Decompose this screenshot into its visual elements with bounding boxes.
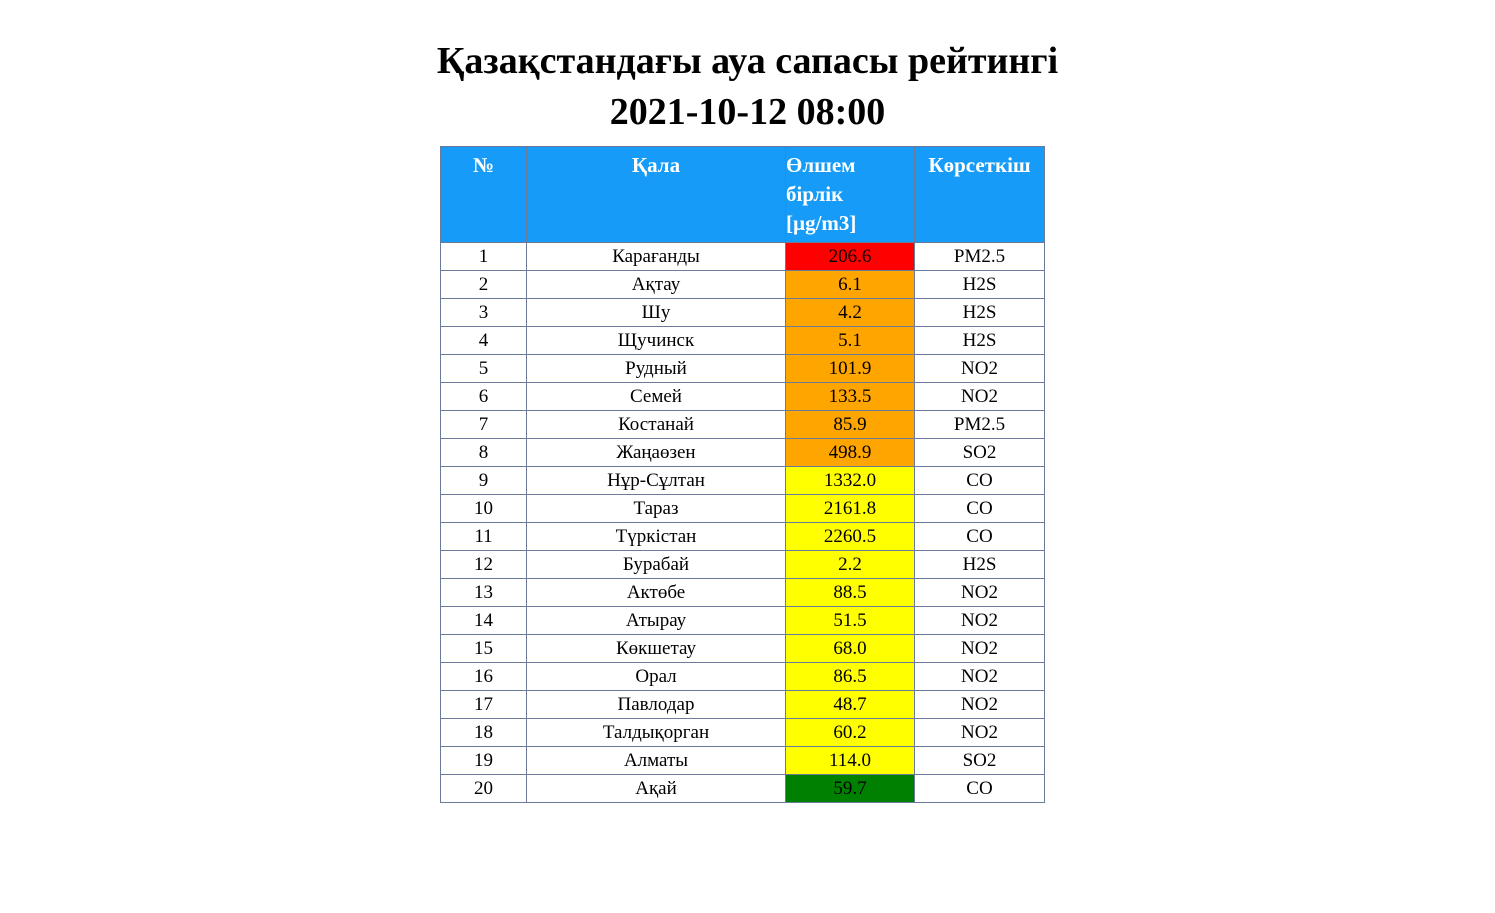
cell-value: 59.7 xyxy=(786,775,915,803)
cell-value: 206.6 xyxy=(786,243,915,271)
cell-indicator: NO2 xyxy=(915,691,1045,719)
cell-indicator: NO2 xyxy=(915,719,1045,747)
cell-num: 9 xyxy=(441,467,527,495)
page-datetime: 2021-10-12 08:00 xyxy=(609,91,886,133)
cell-num: 16 xyxy=(441,663,527,691)
table-row xyxy=(441,467,1045,495)
cell-indicator: H2S xyxy=(915,327,1045,355)
cell-indicator: H2S xyxy=(915,551,1045,579)
cell-indicator: H2S xyxy=(915,271,1045,299)
cell-city: Рудный xyxy=(527,355,786,383)
table-row xyxy=(441,383,1045,411)
cell-indicator: NO2 xyxy=(915,635,1045,663)
cell-city: Атырау xyxy=(527,607,786,635)
cell-value: 2.2 xyxy=(786,551,915,579)
cell-value: 68.0 xyxy=(786,635,915,663)
cell-value: 4.2 xyxy=(786,299,915,327)
cell-city: Семей xyxy=(527,383,786,411)
table-row xyxy=(441,271,1045,299)
header-num: № xyxy=(441,147,527,243)
cell-indicator: CO xyxy=(915,495,1045,523)
cell-num: 5 xyxy=(441,355,527,383)
cell-indicator: H2S xyxy=(915,299,1045,327)
cell-value: 114.0 xyxy=(786,747,915,775)
cell-value: 133.5 xyxy=(786,383,915,411)
cell-city: Ақтау xyxy=(527,271,786,299)
cell-indicator: NO2 xyxy=(915,383,1045,411)
table-header xyxy=(441,147,1045,243)
table-row xyxy=(441,551,1045,579)
table-row xyxy=(441,719,1045,747)
cell-value: 88.5 xyxy=(786,579,915,607)
cell-city: Щучинск xyxy=(527,327,786,355)
cell-num: 11 xyxy=(441,523,527,551)
page-header xyxy=(0,36,1495,138)
cell-indicator: NO2 xyxy=(915,355,1045,383)
table-row xyxy=(441,635,1045,663)
table-row xyxy=(441,299,1045,327)
cell-num: 12 xyxy=(441,551,527,579)
table-row xyxy=(441,355,1045,383)
cell-num: 2 xyxy=(441,271,527,299)
table-row xyxy=(441,411,1045,439)
table-row xyxy=(441,523,1045,551)
cell-value: 51.5 xyxy=(786,607,915,635)
cell-num: 19 xyxy=(441,747,527,775)
cell-num: 4 xyxy=(441,327,527,355)
page-title: Қазақстандағы ауа сапасы рейтингі xyxy=(436,40,1059,82)
cell-city: Костанай xyxy=(527,411,786,439)
table-row xyxy=(441,663,1045,691)
cell-city: Шу xyxy=(527,299,786,327)
cell-value: 101.9 xyxy=(786,355,915,383)
cell-num: 20 xyxy=(441,775,527,803)
cell-city: Тараз xyxy=(527,495,786,523)
cell-value: 6.1 xyxy=(786,271,915,299)
cell-num: 13 xyxy=(441,579,527,607)
cell-city: Талдықорган xyxy=(527,719,786,747)
cell-value: 1332.0 xyxy=(786,467,915,495)
cell-city: Карағанды xyxy=(527,243,786,271)
cell-num: 17 xyxy=(441,691,527,719)
cell-city: Алматы xyxy=(527,747,786,775)
cell-value: 60.2 xyxy=(786,719,915,747)
cell-city: Павлодар xyxy=(527,691,786,719)
cell-indicator: SO2 xyxy=(915,439,1045,467)
cell-num: 3 xyxy=(441,299,527,327)
cell-num: 15 xyxy=(441,635,527,663)
cell-city: Орал xyxy=(527,663,786,691)
cell-value: 48.7 xyxy=(786,691,915,719)
header-row xyxy=(441,147,1045,243)
header-indicator: Көрсеткіш xyxy=(915,147,1045,243)
table-row xyxy=(441,579,1045,607)
cell-num: 1 xyxy=(441,243,527,271)
cell-city: Жаңаөзен xyxy=(527,439,786,467)
header-unit-line1: Өлшем xyxy=(786,153,856,177)
cell-num: 6 xyxy=(441,383,527,411)
cell-num: 14 xyxy=(441,607,527,635)
cell-num: 7 xyxy=(441,411,527,439)
cell-city: Актөбе xyxy=(527,579,786,607)
cell-city: Бурабай xyxy=(527,551,786,579)
table-row xyxy=(441,607,1045,635)
header-unit-line2: бірлік xyxy=(786,182,844,206)
cell-num: 10 xyxy=(441,495,527,523)
cell-num: 8 xyxy=(441,439,527,467)
cell-city: Көкшетау xyxy=(527,635,786,663)
cell-city: Нұр-Сұлтан xyxy=(527,467,786,495)
cell-indicator: CO xyxy=(915,467,1045,495)
cell-value: 85.9 xyxy=(786,411,915,439)
table-row xyxy=(441,327,1045,355)
cell-indicator: CO xyxy=(915,523,1045,551)
cell-indicator: NO2 xyxy=(915,579,1045,607)
table-row xyxy=(441,747,1045,775)
cell-indicator: PM2.5 xyxy=(915,411,1045,439)
table-row xyxy=(441,691,1045,719)
header-unit xyxy=(786,147,915,243)
cell-indicator: NO2 xyxy=(915,607,1045,635)
header-unit-line3: [µg/m3] xyxy=(786,211,857,235)
cell-indicator: NO2 xyxy=(915,663,1045,691)
table-body xyxy=(441,243,1045,803)
cell-city: Ақай xyxy=(527,775,786,803)
cell-value: 5.1 xyxy=(786,327,915,355)
table-row xyxy=(441,439,1045,467)
cell-indicator: CO xyxy=(915,775,1045,803)
table-row xyxy=(441,495,1045,523)
cell-value: 2260.5 xyxy=(786,523,915,551)
cell-indicator: PM2.5 xyxy=(915,243,1045,271)
cell-value: 498.9 xyxy=(786,439,915,467)
table-row xyxy=(441,243,1045,271)
cell-value: 86.5 xyxy=(786,663,915,691)
cell-city: Түркістан xyxy=(527,523,786,551)
air-quality-table xyxy=(440,146,1045,803)
table-row xyxy=(441,775,1045,803)
cell-indicator: SO2 xyxy=(915,747,1045,775)
header-city: Қала xyxy=(527,147,786,243)
cell-value: 2161.8 xyxy=(786,495,915,523)
cell-num: 18 xyxy=(441,719,527,747)
